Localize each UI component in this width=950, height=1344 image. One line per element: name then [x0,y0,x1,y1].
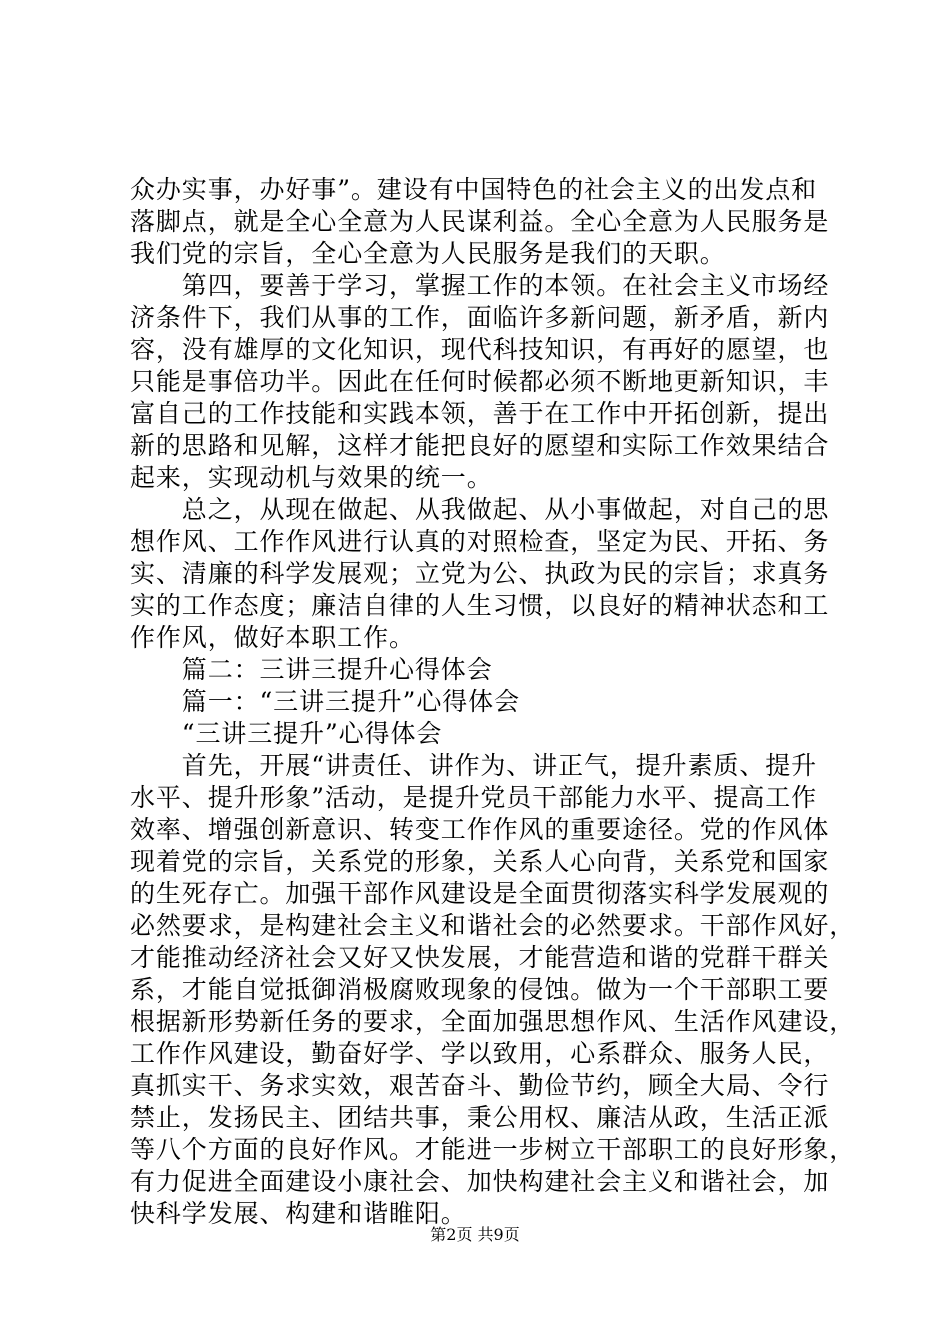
section-heading: 篇一：“三讲三提升”心得体会 [130,687,520,716]
text-line: 落脚点，就是全心全意为人民谋利益。全心全意为人民服务是 [130,207,830,236]
text-line: 的生死存亡。加强干部作风建设是全面贯彻落实科学发展观的 [130,879,830,908]
text-line: 才能推动经济社会又好又快发展，才能营造和谐的党群干群关 [130,943,830,972]
text-line: 快科学发展、构建和谐睢阳。 [130,1199,467,1228]
page-number-footer: 第2页 共9页 [430,1225,520,1244]
text-line: 必然要求，是构建社会主义和谐社会的必然要求。干部作风好， [130,911,856,940]
text-line: 济条件下，我们从事的工作，面临许多新问题，新矛盾，新内 [130,303,830,332]
text-line: 只能是事倍功半。因此在任何时候都必须不断地更新知识，丰 [130,367,830,396]
text-line: 根据新形势新任务的要求，全面加强思想作风、生活作风建设， [130,1007,856,1036]
section-heading: 篇二：三讲三提升心得体会 [130,655,493,684]
text-line: 新的思路和见解，这样才能把良好的愿望和实际工作效果结合 [130,431,830,460]
text-line: 等八个方面的良好作风。才能进一步树立干部职工的良好形象， [130,1135,856,1164]
text-line: 首先，开展“讲责任、讲作为、讲正气，提升素质、提升 [130,751,818,780]
text-line: 实、清廉的科学发展观；立党为公、执政为民的宗旨；求真务 [130,559,830,588]
text-line: 真抓实干、务求实效，艰苦奋斗、勤俭节约，顾全大局、令行 [130,1071,830,1100]
text-line: 富自己的工作技能和实践本领，善于在工作中开拓创新，提出 [130,399,830,428]
text-line: 起来，实现动机与效果的统一。 [130,463,493,492]
text-line: 作作风，做好本职工作。 [130,623,415,652]
text-line: 禁止，发扬民主、团结共事，秉公用权、廉洁从政，生活正派 [130,1103,830,1132]
text-line: 现着党的宗旨，关系党的形象，关系人心向背，关系党和国家 [130,847,830,876]
text-line: 实的工作态度；廉洁自律的人生习惯，以良好的精神状态和工 [130,591,830,620]
text-line: 工作作风建设，勤奋好学、学以致用，心系群众、服务人民， [130,1039,830,1068]
document-body [130,174,856,1230]
text-line: 有力促进全面建设小康社会、加快构建社会主义和谐社会，加 [130,1167,830,1196]
text-line: 我们党的宗旨，全心全意为人民服务是我们的天职。 [130,239,726,268]
text-line: 想作风、工作作风进行认真的对照检查，坚定为民、开拓、务 [130,527,830,556]
article-title: “三讲三提升”心得体会 [130,719,443,748]
text-line: 众办实事，办好事”。建设有中国特色的社会主义的出发点和 [130,175,818,204]
text-line: 效率、增强创新意识、转变工作作风的重要途径。党的作风体 [130,815,830,844]
text-line: 水平、提升形象”活动，是提升党员干部能力水平、提高工作 [130,783,818,812]
text-line: 第四，要善于学习，掌握工作的本领。在社会主义市场经 [130,271,830,300]
text-line: 总之，从现在做起、从我做起、从小事做起，对自己的思 [130,495,830,524]
text-line: 容，没有雄厚的文化知识，现代科技知识，有再好的愿望，也 [130,335,830,364]
text-line: 系，才能自觉抵御消极腐败现象的侵蚀。做为一个干部职工要 [130,975,830,1004]
